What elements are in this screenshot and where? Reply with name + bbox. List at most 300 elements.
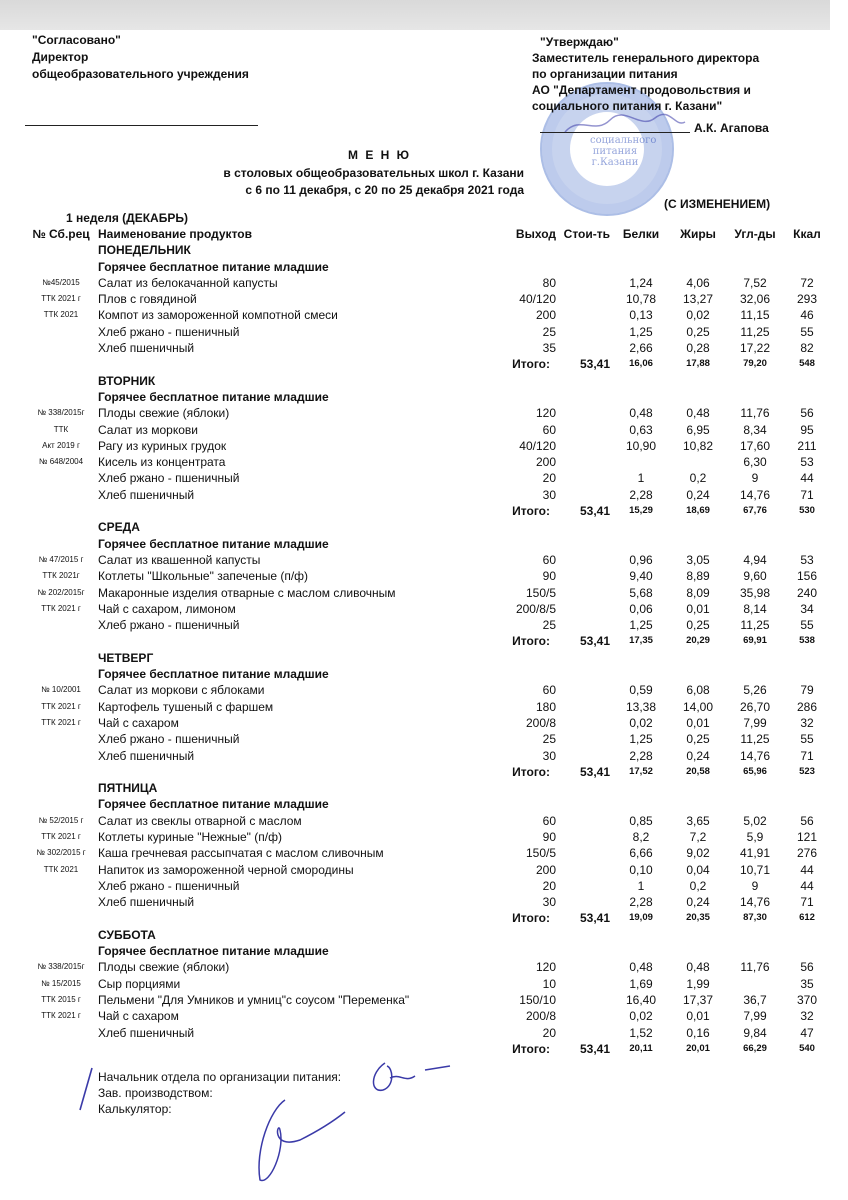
dish-fats: 0,48 [686,406,710,421]
dish-carbs: 6,30 [743,455,767,470]
approver-name: А.К. Агапова [694,121,769,135]
dish-cost [556,454,610,470]
table-row [28,422,828,438]
table-row [28,992,828,1008]
recipe-ref: № 10/2001 [41,685,81,695]
dish-proteins: 5,68 [629,585,653,600]
dish-carbs: 17,60 [739,438,771,453]
menu-table [28,226,828,1057]
total-carbs: 87,30 [743,912,767,924]
dish-carbs: 11,25 [740,324,770,339]
total-row [28,910,828,926]
empty-cell [610,666,672,682]
dish-cost [556,959,610,975]
empty-cell [724,943,786,959]
dish-kcal: 121 [796,829,818,844]
dish-proteins: 2,28 [629,748,653,763]
dish-kcal: 71 [800,895,814,910]
ref-cell [28,373,94,389]
dish-kcal: 293 [796,292,818,307]
dish-kcal: 53 [800,552,814,567]
dish-output: 200 [535,862,556,877]
dish-output: 200 [535,308,556,323]
total-cost: 53,41 [579,764,610,779]
dish-carbs: 7,99 [743,715,767,730]
dish-output: 60 [542,683,556,698]
dish-output: 90 [542,829,556,844]
total-kcal: 548 [799,358,815,370]
empty-cell [458,536,556,552]
dish-output: 200/8 [525,715,556,730]
dish-cost [556,617,610,633]
meal-type: Горячее бесплатное питание младшие [98,259,329,274]
dish-fats: 8,09 [686,585,710,600]
dish-kcal: 44 [800,878,814,893]
dish-proteins: 0,48 [629,960,653,975]
total-row [28,633,828,649]
empty-cell [556,259,610,275]
total-carbs: 65,96 [743,765,767,777]
dish-fats: 0,48 [686,960,710,975]
dish-kcal: 95 [800,422,814,437]
dish-output: 25 [542,732,556,747]
total-label: Итого: [512,357,550,372]
table-row [28,715,828,731]
recipe-ref: ТТК 2021 [43,864,79,874]
table-row [28,862,828,878]
dish-name: Салат из квашенной капусты [98,552,261,567]
total-fats: 20,58 [686,765,710,777]
signature-head-icon [365,1058,455,1098]
dish-output: 120 [535,406,556,421]
recipe-ref: ТТК 2021 г [41,1011,81,1021]
dish-fats: 6,08 [686,683,710,698]
recipe-ref: ТТК 2021 г [41,294,81,304]
table-row [28,454,828,470]
dish-name: Чай с сахаром [98,1009,179,1024]
dish-name: Хлеб пшеничный [98,487,195,502]
dish-carbs: 11,25 [740,618,770,633]
dish-name: Напиток из замороженной черной смородины [98,862,354,877]
dish-kcal: 56 [800,960,814,975]
ref-cell [28,666,94,682]
empty-cell [556,650,610,666]
footer-line3: Калькулятор: [98,1102,172,1116]
ref-cell [28,503,94,519]
recipe-ref [28,487,94,503]
empty-cell [556,373,610,389]
dish-proteins: 1 [637,471,645,486]
day-heading-row [28,927,828,943]
empty-cell [610,242,672,258]
dish-cost [556,438,610,454]
dish-kcal: 32 [800,715,814,730]
empty-cell [458,796,556,812]
dish-carbs: 9,84 [743,1025,767,1040]
dish-carbs: 36,7 [743,992,767,1007]
recipe-ref [28,878,94,894]
ref-cell [28,633,94,649]
dish-name: Хлеб ржано - пшеничный [98,732,240,747]
dish-cost [556,470,610,486]
empty-cell [672,242,724,258]
dish-output: 10 [542,976,556,991]
total-kcal: 523 [799,765,815,777]
empty-cell [724,242,786,258]
scan-top-band [0,0,830,30]
dish-output: 25 [542,324,556,339]
empty-cell [724,536,786,552]
dish-output: 30 [542,895,556,910]
dish-cost [556,682,610,698]
table-row [28,1008,828,1024]
total-row [28,356,828,372]
approval-left-title: "Согласовано" [32,33,121,47]
document-subtitle [194,165,524,199]
dish-fats: 14,00 [682,699,714,714]
dish-kcal: 44 [800,862,814,877]
ref-cell [28,927,94,943]
header-output: Выход [515,227,556,241]
table-row [28,699,828,715]
total-row [28,1041,828,1057]
dish-fats: 17,37 [682,992,714,1007]
ref-cell [28,1041,94,1057]
dish-proteins: 16,40 [625,992,657,1007]
empty-cell [94,503,458,519]
recipe-ref [28,894,94,910]
footer-line1: Начальник отдела по организации питания: [98,1070,342,1084]
recipe-ref [28,617,94,633]
day-name: СУББОТА [98,927,156,942]
dish-output: 20 [542,471,556,486]
dish-cost [556,699,610,715]
dish-fats: 0,25 [686,324,710,339]
header-cost: Стои-ть [563,227,610,241]
dish-cost [556,731,610,747]
dish-proteins: 8,2 [632,829,650,844]
dish-kcal: 240 [796,585,818,600]
dish-fats: 0,24 [686,895,710,910]
table-header-row [28,226,828,242]
table-row [28,307,828,323]
empty-cell [458,927,556,943]
recipe-ref: №45/2015 [42,277,80,287]
recipe-ref: ТТК 2021 [43,310,79,320]
dish-name: Макаронные изделия отварные с маслом сливочным [98,585,396,600]
dish-fats: 3,65 [686,813,710,828]
dish-output: 30 [542,748,556,763]
dish-carbs: 7,99 [743,1009,767,1024]
empty-cell [556,536,610,552]
dish-output: 20 [542,1025,556,1040]
day-name: ПЯТНИЦА [98,781,158,796]
total-carbs: 67,76 [743,505,767,517]
dish-name: Компот из замороженной компотной смеси [98,308,338,323]
signature-approver-icon [560,110,690,140]
empty-cell [94,356,458,372]
dish-name: Салат из белокачанной капусты [98,275,278,290]
approval-right-title: "Утверждаю" [540,35,619,49]
empty-cell [556,927,610,943]
dish-fats: 0,25 [686,732,710,747]
dish-carbs: 14,76 [739,895,771,910]
document-subtitle-line1: в столовых общеобразовательных школ г. Казани [223,166,524,180]
dish-carbs: 26,70 [739,699,771,714]
signature-calculator-icon [240,1090,350,1190]
total-cost: 53,41 [579,1041,610,1056]
empty-cell [556,666,610,682]
dish-proteins: 2,28 [629,895,653,910]
dish-fats: 8,89 [686,569,710,584]
dish-output: 40/120 [519,292,556,307]
dish-output: 150/10 [519,992,556,1007]
empty-cell [458,519,556,535]
total-fats: 20,29 [686,635,710,647]
empty-cell [610,650,672,666]
empty-cell [672,666,724,682]
recipe-ref: № 202/2015г [37,587,85,597]
dish-output: 35 [542,341,556,356]
dish-fats: 0,24 [686,748,710,763]
empty-cell [786,519,828,535]
table-row [28,601,828,617]
empty-cell [610,796,672,812]
empty-cell [672,389,724,405]
dish-fats: 0,28 [686,341,710,356]
dish-output: 200/8/5 [515,601,556,616]
total-carbs: 66,29 [743,1042,767,1054]
dish-name: Чай с сахаром [98,715,179,730]
recipe-ref: ТТК 2021 г [41,717,81,727]
empty-cell [724,780,786,796]
ref-cell [28,519,94,535]
dish-kcal: 44 [800,471,814,486]
dish-output: 80 [542,275,556,290]
dish-name: Хлеб ржано - пшеничный [98,471,240,486]
dish-kcal: 53 [800,455,814,470]
table-row [28,894,828,910]
dish-fats: 10,82 [682,438,714,453]
ref-cell [28,943,94,959]
day-heading-row [28,519,828,535]
recipe-ref [28,340,94,356]
ref-cell [28,796,94,812]
dish-proteins [610,454,672,470]
dish-cost [556,1008,610,1024]
dish-proteins: 0,02 [629,1009,653,1024]
dish-carbs: 8,14 [743,601,767,616]
meal-type-row [28,259,828,275]
table-row [28,487,828,503]
header-fats: Жиры [680,227,716,241]
recipe-ref: ТТК [53,424,69,434]
empty-cell [610,373,672,389]
table-row [28,585,828,601]
total-cost: 53,41 [579,357,610,372]
dish-proteins: 0,96 [629,552,653,567]
meal-type-row [28,796,828,812]
approval-right-line2: по организации питания [532,67,678,81]
empty-cell [786,780,828,796]
empty-cell [94,764,458,780]
dish-name: Сыр порциями [98,976,181,991]
dish-name: Хлеб ржано - пшеничный [98,618,240,633]
empty-cell [786,666,828,682]
recipe-ref [28,324,94,340]
dish-output: 20 [542,878,556,893]
table-row [28,748,828,764]
dish-fats: 4,06 [686,275,710,290]
document-title: М Е Н Ю [348,148,412,162]
empty-cell [724,389,786,405]
dish-output: 25 [542,618,556,633]
dish-output: 30 [542,487,556,502]
dish-proteins: 0,63 [629,422,653,437]
recipe-ref [28,1025,94,1041]
dish-kcal: 72 [800,275,814,290]
empty-cell [458,242,556,258]
approval-right-line3: АО "Департамент продовольствия и [532,83,751,97]
header-kcal: Ккал [793,227,821,241]
total-kcal: 530 [799,505,815,517]
table-row [28,340,828,356]
empty-cell [556,519,610,535]
dish-cost [556,601,610,617]
changed-label: (С ИЗМЕНЕНИЕМ) [664,197,771,211]
dish-kcal: 46 [800,308,814,323]
dish-cost [556,340,610,356]
dish-kcal: 71 [800,487,814,502]
empty-cell [724,259,786,275]
empty-cell [672,373,724,389]
dish-cost [556,568,610,584]
approval-right-line4: социального питания г. Казани" [532,99,723,113]
table-row [28,568,828,584]
empty-cell [672,259,724,275]
total-row [28,503,828,519]
recipe-ref [28,470,94,486]
total-cost: 53,41 [579,911,610,926]
recipe-ref: № 15/2015 [41,978,81,988]
total-proteins: 19,09 [629,912,653,924]
empty-cell [94,1041,458,1057]
week-label: 1 неделя (ДЕКАБРЬ) [66,211,188,225]
dish-proteins: 13,38 [625,699,657,714]
table-row [28,291,828,307]
empty-cell [610,536,672,552]
table-row [28,959,828,975]
dish-proteins: 0,59 [629,683,653,698]
empty-cell [458,389,556,405]
dish-name: Хлеб ржано - пшеничный [98,878,240,893]
empty-cell [672,796,724,812]
table-row [28,438,828,454]
empty-cell [786,650,828,666]
total-proteins: 15,29 [629,505,653,517]
ref-cell [28,910,94,926]
dish-output: 150/5 [525,846,556,861]
dish-carbs: 11,76 [740,960,770,975]
meal-type-row [28,536,828,552]
dish-fats: 7,2 [689,829,707,844]
dish-kcal: 370 [796,992,818,1007]
dish-proteins: 0,10 [629,862,653,877]
dish-cost [556,992,610,1008]
dish-cost [556,878,610,894]
day-heading-row [28,780,828,796]
dish-carbs: 5,02 [743,813,767,828]
stamp-text: социального питания г.Казани [590,135,657,168]
table-row [28,731,828,747]
dish-cost [556,324,610,340]
empty-cell [786,943,828,959]
dish-name: Хлеб пшеничный [98,895,195,910]
empty-cell [556,780,610,796]
dish-output: 180 [535,699,556,714]
empty-cell [610,780,672,796]
dish-cost [556,862,610,878]
total-carbs: 79,20 [743,358,767,370]
dish-kcal: 82 [800,341,814,356]
dish-name: Хлеб пшеничный [98,1025,195,1040]
empty-cell [610,943,672,959]
empty-cell [458,650,556,666]
empty-cell [610,519,672,535]
dish-name: Чай с сахаром, лимоном [98,601,236,616]
empty-cell [610,927,672,943]
total-proteins: 17,35 [629,635,653,647]
recipe-ref: Акт 2019 г [42,440,80,450]
dish-kcal: 71 [800,748,814,763]
dish-fats: 0,01 [686,715,710,730]
dish-carbs: 7,52 [743,275,767,290]
total-proteins: 17,52 [629,765,653,777]
recipe-ref: ТТК 2015 г [41,994,81,1004]
table-row [28,845,828,861]
dish-proteins: 2,28 [629,487,653,502]
empty-cell [610,259,672,275]
approval-right-block [532,34,759,114]
empty-cell [94,633,458,649]
empty-cell [786,259,828,275]
empty-cell [672,927,724,943]
document-subtitle-line2: с 6 по 11 декабря, с 20 по 25 декабря 2021 года [245,183,524,197]
total-cost: 53,41 [579,634,610,649]
dish-name: Пельмени "Для Умников и умниц"с соусом "Переменка" [98,992,410,1007]
dish-kcal: 56 [800,406,814,421]
dish-name: Плоды свежие (яблоки) [98,406,230,421]
dish-fats: 0,04 [686,862,710,877]
table-row [28,813,828,829]
approval-left-line2: общеобразовательного учреждения [32,67,249,81]
dish-name: Кисель из концентрата [98,455,226,470]
dish-fats: 0,24 [686,487,710,502]
dish-kcal: 276 [796,846,818,861]
dish-carbs [724,976,786,992]
approval-right-line1: Заместитель генерального директора [532,51,760,65]
dish-carbs: 9,60 [743,569,767,584]
dish-name: Салат из моркови с яблоками [98,683,265,698]
dish-fats: 3,05 [686,552,710,567]
dish-cost [556,422,610,438]
total-kcal: 540 [799,1042,815,1054]
empty-cell [724,666,786,682]
footer-line2: Зав. производством: [98,1086,213,1100]
table-row [28,552,828,568]
dish-fats: 0,2 [689,878,707,893]
dish-output: 60 [542,813,556,828]
